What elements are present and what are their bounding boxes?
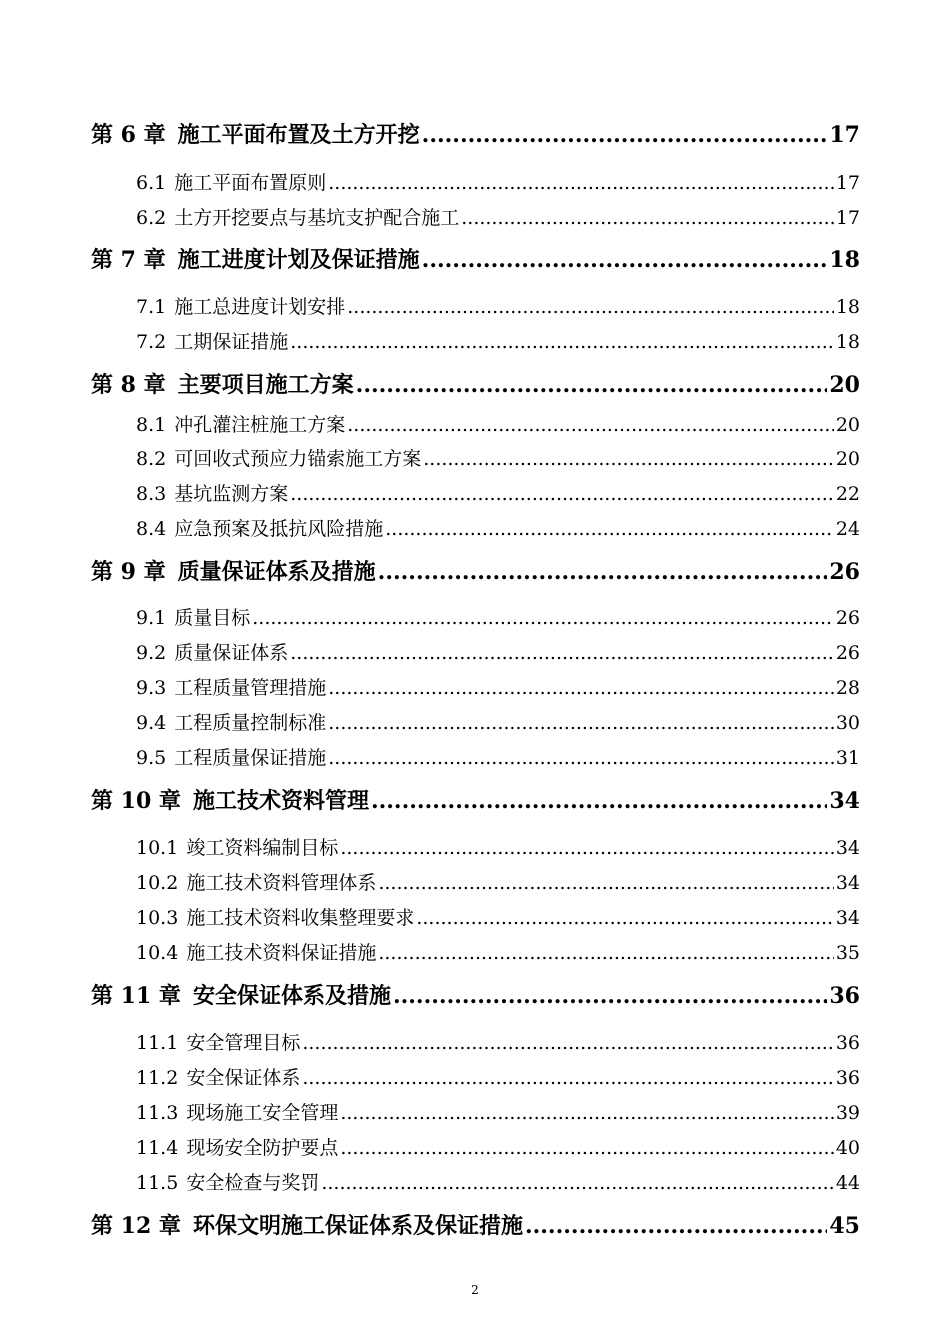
page-number: 34 bbox=[829, 788, 860, 814]
page-number: 36 bbox=[835, 1067, 860, 1089]
toc-section-row[interactable] bbox=[136, 638, 860, 665]
section-number: 9.5 bbox=[136, 747, 167, 769]
section-title: 冲孔灌注桩施工方案 bbox=[174, 414, 346, 436]
toc-section-row[interactable] bbox=[136, 444, 860, 471]
dot-leader bbox=[371, 788, 827, 814]
page-number: 36 bbox=[835, 1032, 860, 1054]
page-number: 26 bbox=[835, 607, 860, 629]
section-number: 8.4 bbox=[136, 518, 167, 540]
page-number: 40 bbox=[835, 1137, 860, 1159]
page-number: 28 bbox=[835, 677, 860, 699]
section-title: 施工总进度计划安排 bbox=[174, 296, 346, 318]
section-title: 安全管理目标 bbox=[186, 1032, 301, 1054]
page-number: 26 bbox=[835, 642, 860, 664]
toc-section-row[interactable] bbox=[136, 514, 860, 541]
chapter-title: 施工进度计划及保证措施 bbox=[177, 247, 420, 273]
page-number: 34 bbox=[835, 907, 860, 929]
section-number: 6.1 bbox=[136, 172, 167, 194]
chapter-title: 安全保证体系及措施 bbox=[192, 983, 391, 1009]
section-number: 10.2 bbox=[136, 872, 179, 894]
dot-leader bbox=[422, 122, 828, 148]
section-title: 现场施工安全管理 bbox=[186, 1102, 339, 1124]
page-number: 20 bbox=[835, 448, 860, 470]
page-number: 18 bbox=[835, 331, 860, 353]
dot-leader bbox=[328, 747, 834, 769]
dot-leader bbox=[347, 414, 834, 436]
chapter-title: 环保文明施工保证体系及保证措施 bbox=[192, 1213, 523, 1239]
page-number: 17 bbox=[835, 207, 860, 229]
section-title: 现场安全防护要点 bbox=[186, 1137, 339, 1159]
chapter-number: 第 12 章 bbox=[91, 1213, 181, 1239]
toc-section-row[interactable] bbox=[136, 203, 860, 230]
toc-section-row[interactable] bbox=[136, 603, 860, 630]
chapter-title: 施工技术资料管理 bbox=[192, 788, 369, 814]
page-footer bbox=[0, 1283, 950, 1297]
chapter-title: 质量保证体系及措施 bbox=[177, 559, 376, 585]
section-number: 9.2 bbox=[136, 642, 167, 664]
dot-leader bbox=[340, 1102, 833, 1124]
toc-chapter-row[interactable] bbox=[91, 368, 860, 399]
page-number: 20 bbox=[835, 414, 860, 436]
toc-section-row[interactable] bbox=[136, 1168, 860, 1195]
dot-leader bbox=[290, 642, 834, 664]
page-number: 34 bbox=[835, 872, 860, 894]
dot-leader bbox=[385, 518, 834, 540]
dot-leader bbox=[416, 907, 833, 929]
section-number: 9.1 bbox=[136, 607, 167, 629]
section-title: 质量保证体系 bbox=[174, 642, 289, 664]
footer-page-number: 2 bbox=[471, 1283, 479, 1297]
dot-leader bbox=[328, 712, 834, 734]
chapter-number: 第 11 章 bbox=[91, 983, 181, 1009]
section-title: 工程质量保证措施 bbox=[174, 747, 327, 769]
page-number: 24 bbox=[835, 518, 860, 540]
dot-leader bbox=[347, 296, 834, 318]
toc-section-row[interactable] bbox=[136, 903, 860, 930]
dot-leader bbox=[422, 247, 828, 273]
chapter-number: 第 6 章 bbox=[91, 122, 166, 148]
dot-leader bbox=[290, 331, 834, 353]
dot-leader bbox=[290, 483, 834, 505]
section-number: 11.4 bbox=[136, 1137, 179, 1159]
section-number: 8.2 bbox=[136, 448, 167, 470]
toc-chapter-row[interactable] bbox=[91, 243, 860, 274]
toc-section-row[interactable] bbox=[136, 868, 860, 895]
section-title: 应急预案及抵抗风险措施 bbox=[174, 518, 384, 540]
dot-leader bbox=[328, 172, 834, 194]
section-title: 施工技术资料保证措施 bbox=[186, 942, 377, 964]
toc-chapter-row[interactable] bbox=[91, 1209, 860, 1240]
chapter-title: 主要项目施工方案 bbox=[177, 372, 354, 398]
dot-leader bbox=[302, 1067, 833, 1089]
section-title: 工程质量控制标准 bbox=[174, 712, 327, 734]
section-number: 10.1 bbox=[136, 837, 179, 859]
chapter-number: 第 9 章 bbox=[91, 559, 166, 585]
page-number: 26 bbox=[829, 559, 860, 585]
section-number: 11.5 bbox=[136, 1172, 179, 1194]
toc-section-row[interactable] bbox=[136, 168, 860, 195]
page-number: 30 bbox=[835, 712, 860, 734]
section-title: 施工平面布置原则 bbox=[174, 172, 327, 194]
toc-section-row[interactable] bbox=[136, 292, 860, 319]
section-number: 7.2 bbox=[136, 331, 167, 353]
toc-section-row[interactable] bbox=[136, 708, 860, 735]
section-number: 11.3 bbox=[136, 1102, 179, 1124]
section-number: 8.1 bbox=[136, 414, 167, 436]
page-number: 44 bbox=[835, 1172, 860, 1194]
page-number: 18 bbox=[829, 247, 860, 273]
toc-section-row[interactable] bbox=[136, 673, 860, 700]
dot-leader bbox=[252, 607, 834, 629]
section-title: 基坑监测方案 bbox=[174, 483, 289, 505]
section-number: 10.3 bbox=[136, 907, 179, 929]
dot-leader bbox=[328, 677, 834, 699]
page-number: 35 bbox=[835, 942, 860, 964]
section-number: 11.1 bbox=[136, 1032, 179, 1054]
dot-leader bbox=[378, 942, 833, 964]
section-title: 土方开挖要点与基坑支护配合施工 bbox=[174, 207, 460, 229]
chapter-title: 施工平面布置及土方开挖 bbox=[177, 122, 420, 148]
toc-section-row[interactable] bbox=[136, 1133, 860, 1160]
section-title: 工程质量管理措施 bbox=[174, 677, 327, 699]
section-title: 质量目标 bbox=[174, 607, 251, 629]
page-number: 18 bbox=[835, 296, 860, 318]
page-number: 17 bbox=[835, 172, 860, 194]
section-title: 安全检查与奖罚 bbox=[186, 1172, 320, 1194]
toc-section-row[interactable] bbox=[136, 1028, 860, 1055]
page-number: 31 bbox=[835, 747, 860, 769]
toc-chapter-row[interactable] bbox=[91, 784, 860, 815]
dot-leader bbox=[378, 872, 833, 894]
dot-leader bbox=[393, 983, 827, 1009]
dot-leader bbox=[461, 207, 834, 229]
dot-leader bbox=[340, 837, 833, 859]
section-number: 11.2 bbox=[136, 1067, 179, 1089]
dot-leader bbox=[525, 1213, 827, 1239]
section-title: 施工技术资料管理体系 bbox=[186, 872, 377, 894]
page-number: 22 bbox=[835, 483, 860, 505]
page-number: 45 bbox=[829, 1213, 860, 1239]
toc-section-row[interactable] bbox=[136, 479, 860, 506]
section-title: 工期保证措施 bbox=[174, 331, 289, 353]
section-title: 施工技术资料收集整理要求 bbox=[186, 907, 415, 929]
section-number: 10.4 bbox=[136, 942, 179, 964]
toc-section-row[interactable] bbox=[136, 1098, 860, 1125]
page-number: 36 bbox=[829, 983, 860, 1009]
toc-section-row[interactable] bbox=[136, 938, 860, 965]
toc-section-row[interactable] bbox=[136, 1063, 860, 1090]
dot-leader bbox=[302, 1032, 833, 1054]
dot-leader bbox=[378, 559, 828, 585]
toc-chapter-row[interactable] bbox=[91, 979, 860, 1010]
toc-section-row[interactable] bbox=[136, 410, 860, 437]
page-number: 17 bbox=[829, 122, 860, 148]
dot-leader bbox=[423, 448, 834, 470]
dot-leader bbox=[356, 372, 828, 398]
section-title: 竣工资料编制目标 bbox=[186, 837, 339, 859]
dot-leader bbox=[340, 1137, 833, 1159]
dot-leader bbox=[321, 1172, 833, 1194]
chapter-number: 第 8 章 bbox=[91, 372, 166, 398]
section-number: 9.3 bbox=[136, 677, 167, 699]
section-title: 可回收式预应力锚索施工方案 bbox=[174, 448, 422, 470]
section-number: 8.3 bbox=[136, 483, 167, 505]
section-number: 6.2 bbox=[136, 207, 167, 229]
toc-section-row[interactable] bbox=[136, 743, 860, 770]
page-number: 34 bbox=[835, 837, 860, 859]
page-number: 39 bbox=[835, 1102, 860, 1124]
section-title: 安全保证体系 bbox=[186, 1067, 301, 1089]
toc-section-row[interactable] bbox=[136, 327, 860, 354]
chapter-number: 第 7 章 bbox=[91, 247, 166, 273]
toc-chapter-row[interactable] bbox=[91, 118, 860, 149]
chapter-number: 第 10 章 bbox=[91, 788, 181, 814]
section-number: 9.4 bbox=[136, 712, 167, 734]
section-number: 7.1 bbox=[136, 296, 167, 318]
toc-chapter-row[interactable] bbox=[91, 555, 860, 586]
page-number: 20 bbox=[829, 372, 860, 398]
toc-section-row[interactable] bbox=[136, 833, 860, 860]
